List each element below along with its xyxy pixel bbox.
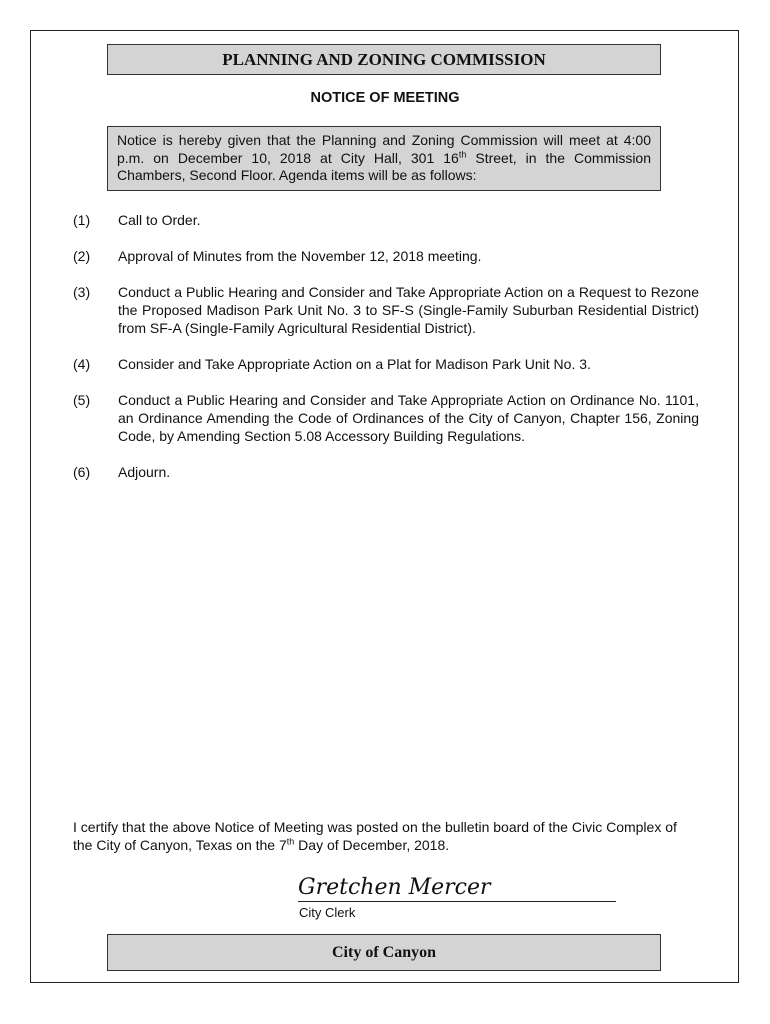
agenda-item-text: Approval of Minutes from the November 12, 2018 meeting. <box>118 248 482 264</box>
agenda-item-text: Conduct a Public Hearing and Consider and Take Appropriate Action on Ordinance No. 1101, an Ordinance Amending the Code of Ordinances of the City of Canyon, Chapter 156, Zoning Code, by Amending Section 5.08 Accessory Building Regulations. <box>118 392 699 444</box>
agenda-item-number: (4) <box>73 356 91 372</box>
certification-paragraph <box>73 818 693 854</box>
agenda-item-number: (1) <box>73 212 91 228</box>
agenda-item-number: (3) <box>73 284 91 300</box>
agenda-item-text: Call to Order. <box>118 212 201 228</box>
notice-heading: NOTICE OF MEETING <box>310 90 460 106</box>
footer-banner <box>107 934 661 971</box>
agenda-item-text: Adjourn. <box>118 464 171 480</box>
title-banner <box>107 44 661 75</box>
agenda-item <box>73 391 699 445</box>
notice-superscript: th <box>458 148 467 159</box>
agenda-item <box>73 463 699 481</box>
certification-superscript: th <box>286 836 295 847</box>
certification-text-start: I certify that the above Notice of Meeting was posted on the bulletin board of the Civic Complex of the City of Canyon, Texas on the 7 <box>73 819 677 853</box>
certification-text-end: Day of December, 2018. <box>294 837 450 853</box>
agenda-item-text: Conduct a Public Hearing and Consider and Take Appropriate Action on a Request to Rezone the Proposed Madison Park Unit No. 3 to SF-S (Single-Family Suburban Residential District) from SF-A (Single-Family Agricultural Residential District). <box>118 284 699 336</box>
agenda-item <box>73 283 699 337</box>
agenda-item-text: Consider and Take Appropriate Action on a Plat for Madison Park Unit No. 3. <box>118 356 591 372</box>
notice-text-start: Notice is hereby given that the Planning and Zoning Commission will meet at 4:00 p.m. on December 10, 2018 at City Hall, 301 16 <box>117 132 651 166</box>
footer-title: City of Canyon <box>331 943 436 961</box>
page-title: PLANNING AND ZONING COMMISSION <box>222 49 546 69</box>
notice-paragraph <box>107 126 661 191</box>
agenda-item-number: (2) <box>73 248 91 264</box>
agenda-item <box>73 211 699 229</box>
agenda-list <box>73 211 699 499</box>
agenda-item-number: (5) <box>73 392 91 408</box>
signature: Gretchen Mercer <box>298 874 616 902</box>
agenda-item <box>73 247 699 265</box>
agenda-item <box>73 355 699 373</box>
notice-text-end: Street, in the Commission Chambers, Second Floor. Agenda items will be as follows: <box>117 149 652 183</box>
signer-title: City Clerk <box>299 905 356 920</box>
agenda-item-number: (6) <box>73 464 91 480</box>
